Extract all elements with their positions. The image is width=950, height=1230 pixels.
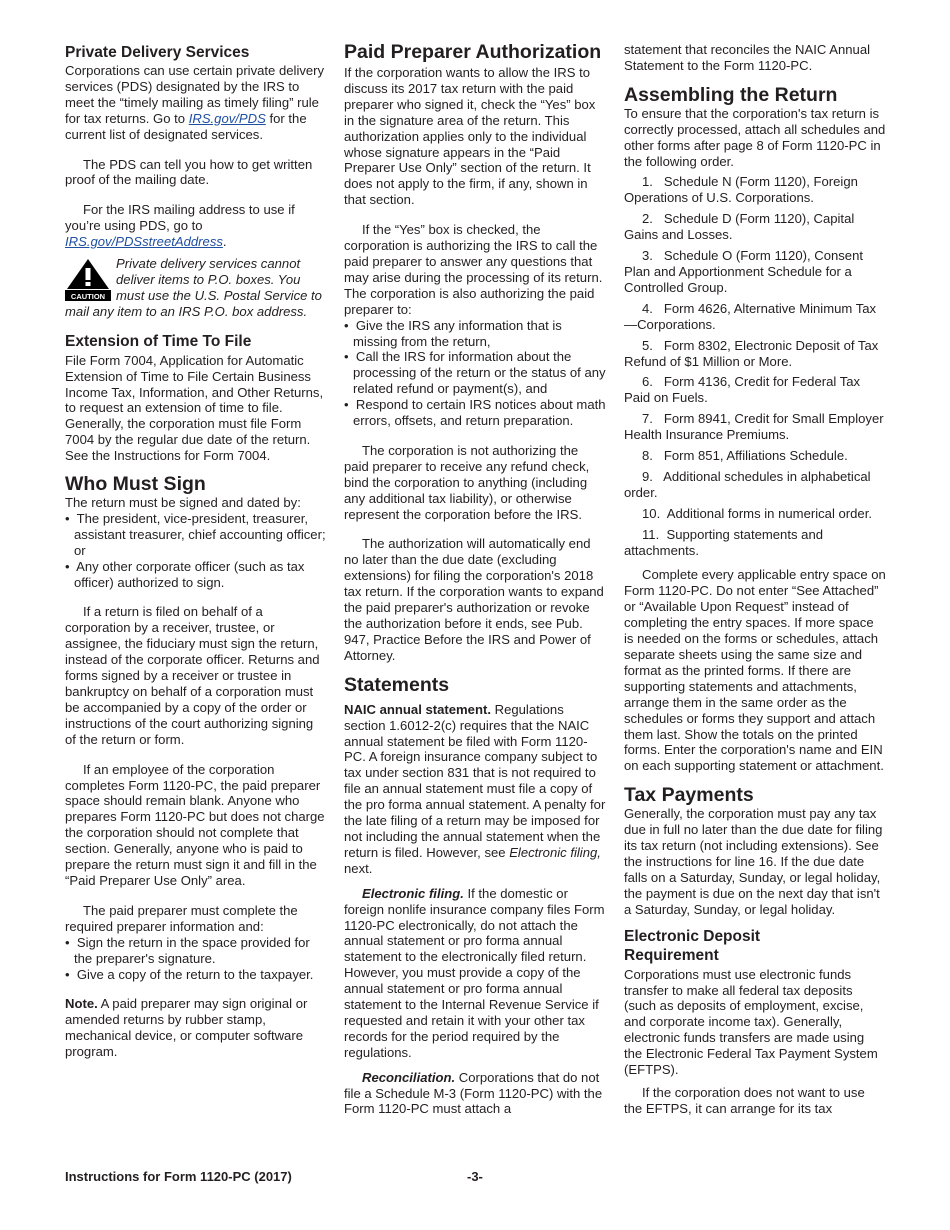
- note-paragraph: Note. A paid preparer may sign original or amended returns by rubber stamp, mechanical device, or computer software program.: [65, 996, 308, 1060]
- paragraph: If the corporation wants to allow the IRS to discuss its 2017 tax return with the paid preparer who signed it, check the “Yes” box in the signature area of the return. This authorization applies only to the individual whose signature appears in the “Paid Preparer Use Only” section of the return. It does not apply to the firm, if any, shown in that section.: [344, 65, 596, 208]
- section-heading: Statements: [344, 673, 450, 696]
- paragraph: Reconciliation. Corporations that do not file a Schedule M-3 (Form 1120-PC) with the Form 1120-PC must attach a: [344, 1069, 603, 1117]
- bullet-item: • Give a copy of the return to the taxpayer.: [65, 966, 314, 982]
- paragraph: statement that reconciles the NAIC Annual Statement to the Form 1120-PC.: [624, 42, 871, 73]
- paragraph: NAIC annual statement. Regulations section 1.6012-2(c) requires that the NAIC annual statement be filed with Form 1120-PC. A foreign insurance company subject to tax under section 831 that is not required to file an annual statement must file a copy of the pro forma annual statement. A penalty for the late filing of a return may be imposed for not including the annual statement when the return is filed. However, see Electronic filing, next.: [344, 701, 606, 876]
- list-item: 7. Form 8941, Credit for Small Employer Health Insurance Premiums.: [624, 411, 884, 443]
- page-number: -3-: [467, 1169, 483, 1184]
- caution-icon: [65, 257, 111, 301]
- paragraph: Complete every applicable entry space on Form 1120-PC. Do not enter “See Attached” or “Available Upon Request” instead of completing the entry spaces. If more space is needed on the forms or schedules, attach separate sheets using the same size and format as the printed forms. If there are supporting statements and attachments, arrange them in the same order as the schedules or forms they support and attach them last. Show the totals on the printed forms. Enter the corporation's name and EIN on each supporting statement or attachment.: [624, 567, 886, 774]
- list-item: 9. Additional schedules in alphabetical order.: [624, 468, 871, 500]
- paragraph: If the “Yes” box is checked, the corporation is authorizing the IRS to call the paid preparer to answer any questions that may arise during the processing of its return. The corporation is also authorizing the paid preparer to:: [344, 222, 603, 317]
- paragraph: The return must be signed and dated by:: [65, 495, 301, 511]
- paragraph: The corporation is not authorizing the paid preparer to receive any refund check, bind the corporation to anything (including any additional tax liability), or otherwise represent the corporation before the IRS.: [344, 442, 590, 522]
- irs-pds-street-address-link[interactable]: IRS.gov/PDSstreetAddress: [65, 234, 223, 250]
- list-item: 4. Form 4626, Alternative Minimum Tax—Corporations.: [624, 300, 877, 332]
- paragraph: For the IRS mailing address to use if you’re using PDS, go to IRS.gov/PDSstreetAddress.: [65, 202, 295, 250]
- list-item: 5. Form 8302, Electronic Deposit of Tax Refund of $1 Million or More.: [624, 337, 879, 369]
- paragraph: If the corporation does not want to use the EFTPS, it can arrange for its tax: [624, 1084, 865, 1116]
- paragraph: Electronic filing. If the domestic or foreign nonlife insurance company files Form 1120-PC electronically, do not attach the annual statement or pro forma annual statement to the electronically filed return. However, you must provide a copy of the annual statement or pro forma annual statement to the Internal Revenue Service if requested and retain it with your other tax records for the period required by the regulations.: [344, 885, 605, 1060]
- list-item: 3. Schedule O (Form 1120), Consent Plan and Apportionment Schedule for a Controlled Group.: [624, 248, 864, 295]
- paragraph: Corporations can use certain private delivery services (PDS) designated by the IRS to meet the “timely mailing as timely filing” rule for tax returns. Go to IRS.gov/PDS for the current list of designated services.: [65, 63, 325, 142]
- section-heading: Assembling the Return: [624, 83, 838, 106]
- page-footer: [65, 1169, 885, 1187]
- caution-label: CAUTION: [70, 292, 106, 302]
- footer-form-title: Instructions for Form 1120-PC (2017): [65, 1169, 292, 1184]
- list-item: 1. Schedule N (Form 1120), Foreign Operations of U.S. Corporations.: [624, 174, 858, 206]
- column-3: [624, 38, 886, 1117]
- irs-pds-link[interactable]: IRS.gov/PDS: [188, 110, 266, 126]
- bullet-item: • Respond to certain IRS notices about math errors, offsets, and return preparation.: [344, 397, 606, 429]
- paragraph: The paid preparer must complete the required preparer information and:: [65, 902, 298, 934]
- caution-note: [65, 256, 327, 320]
- paragraph: Generally, the corporation must pay any tax due in full no later than the due date for filing its tax return (not including extensions). See the instructions for line 16. If the due date falls on a Saturday, Sunday, or legal holiday, the payment is due on the next day that isn't a Saturday, Sunday, or legal holiday.: [624, 806, 883, 917]
- ordered-list: [624, 174, 886, 558]
- section-heading: Tax Payments: [624, 784, 754, 807]
- paragraph: To ensure that the corporation's tax return is correctly processed, attach all schedules and other forms after page 8 of Form 1120-PC in the following order.: [624, 105, 886, 169]
- bullet-item: • The president, vice-president, treasurer, assistant treasurer, chief accounting officer; or: [65, 510, 326, 558]
- section-heading: Extension of Time To File: [65, 332, 252, 350]
- list-item: 10. Additional forms in numerical order.: [642, 505, 872, 521]
- bullet-item: • Give the IRS any information that is missing from the return,: [344, 317, 562, 349]
- paragraph: If an employee of the corporation completes Form 1120-PC, the paid preparer space should remain blank. Anyone who prepares Form 1120-PC but does not charge the corporation should not complete that section. Generally, anyone who is paid to prepare the return must sign it and fill in the “Paid Preparer Use Only” area.: [65, 761, 325, 888]
- paragraph: File Form 7004, Application for Automatic Extension of Time to File Certain Business Income Tax, Information, and Other Returns, to request an extension of time to file. Generally, the corporation must file Form 7004 by the regular due date of the return. See the Instructions for Form 7004.: [65, 352, 324, 464]
- list-item: 2. Schedule D (Form 1120), Capital Gains and Losses.: [624, 211, 855, 243]
- paragraph: Corporations must use electronic funds transfer to make all federal tax deposits (such as deposits of employment, excise, and corporate income tax). Generally, electronic funds transfers are made using the Electronic Federal Tax Payment System (EFTPS).: [624, 966, 878, 1078]
- section-heading: Who Must Sign: [65, 473, 206, 496]
- column-1: [65, 38, 327, 1060]
- paragraph: The PDS can tell you how to get written proof of the mailing date.: [65, 156, 313, 188]
- bullet-item: • Call the IRS for information about the processing of the return or the status of any related refund or payment(s), and: [344, 349, 606, 397]
- bullet-item: • Any other corporate officer (such as tax officer) authorized to sign.: [65, 558, 305, 590]
- section-heading: Private Delivery Services: [65, 44, 250, 61]
- list-item: 11. Supporting statements and attachments.: [624, 526, 824, 558]
- paragraph: If a return is filed on behalf of a corporation by a receiver, trustee, or assignee, the fiduciary must sign the return, instead of the corporate officer. Returns and forms signed by a receiver or trustee in bankruptcy on behalf of a corporation must be accompanied by a copy of the order or instructions of the court authorizing signing of the return or form.: [65, 604, 320, 747]
- section-heading: Electronic Deposit Requirement: [624, 927, 761, 964]
- paragraph: The authorization will automatically end no later than the due date (excluding extensions) for filing the corporation's 2018 tax return. If the corporation wants to expand the paid preparer's authorization or revoke the authorization before it ends, see Pub. 947, Practice Before the IRS and Power of Attorney.: [344, 536, 604, 663]
- caution-text: Private delivery services cannot deliver items to P.O. boxes. You must use the U.S. Postal Service to mail any item to an IRS P.O. box address.: [65, 256, 322, 319]
- list-item: 6. Form 4136, Credit for Federal Tax Paid on Fuels.: [624, 374, 861, 406]
- section-heading: Paid Preparer Authorization: [344, 41, 602, 63]
- bullet-item: • Sign the return in the space provided for the preparer's signature.: [65, 934, 310, 966]
- column-2: [344, 38, 606, 1117]
- list-item: 8. Form 851, Affiliations Schedule.: [642, 448, 848, 464]
